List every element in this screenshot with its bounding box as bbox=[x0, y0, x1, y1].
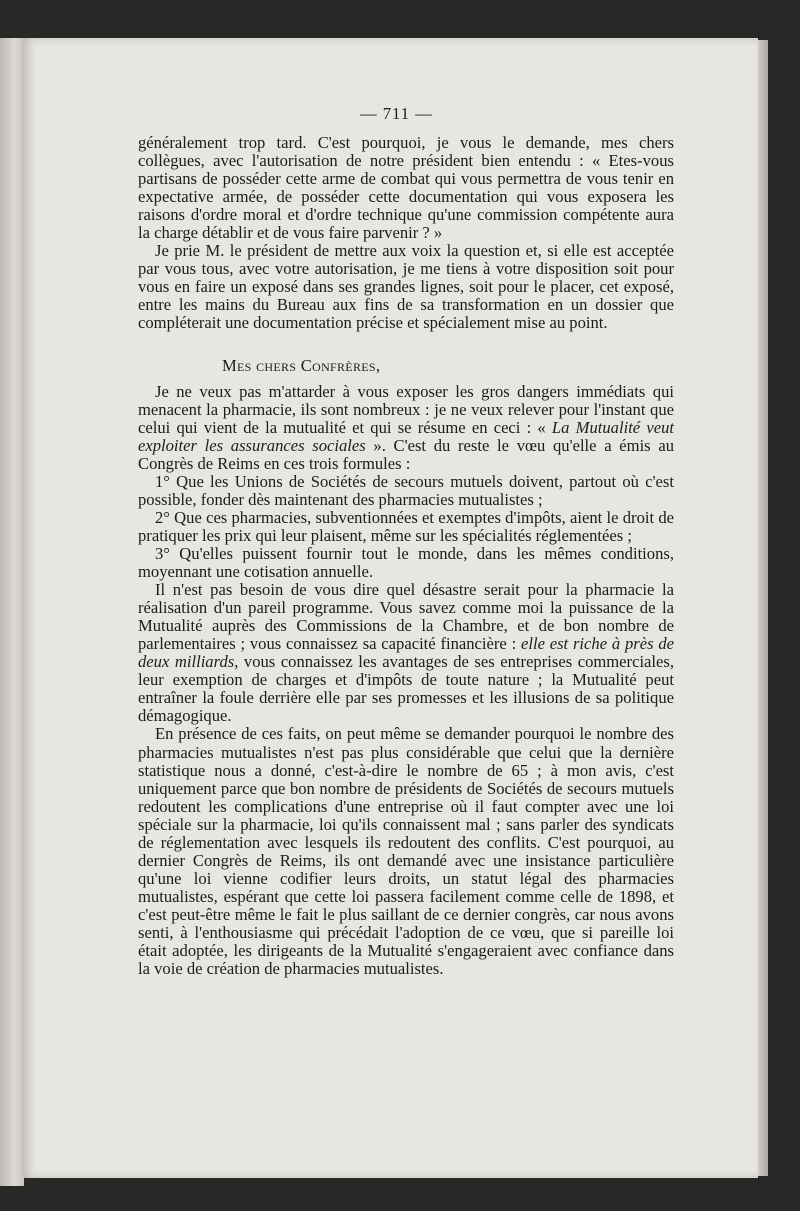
book-page bbox=[22, 38, 758, 1178]
paragraph-3 bbox=[138, 383, 674, 473]
paragraph-4 bbox=[138, 581, 674, 725]
paragraph-3-start: Je ne veux pas m'attarder à vous exposer les gros dangers immédiats qui menacent la pharmacie, ils sont nombreux : je ne veux relever pour l'instant que celui qui vient de la mutualité et qui se résume en ceci : « bbox=[138, 381, 674, 437]
list-item-1: 1° Que les Unions de Sociétés de secours mutuels doivent, partout où c'est possible, fonder dès maintenant des pharmacies mutualistes ; bbox=[138, 471, 674, 509]
paragraph-3-italic: La Mutualité veut exploiter les assurances sociales bbox=[138, 417, 675, 455]
paragraph-5: En présence de ces faits, on peut même se demander pourquoi le nombre des pharmacies mutualistes n'est pas plus considérable que celui que la dernière statistique nous a donné, c'est-à-dire le nombre de 65 ; à mon avis, c'est uniquement parce que bon nombre de présidents de Sociétés de secours mutuels redoutent les complications d'une entreprise où il faut compter avec une loi spéciale sur la pharmacie, loi qu'ils connaissent mal ; sans parler des syndicats de réglementation avec lesquels ils redoutent des conflits. C'est pourquoi, au dernier Congrès de Reims, ils ont demandé avec une insistance particulière qu'une loi vienne codifier leurs droits, un statut légal des pharmacies mutualistes, espérant que cette loi passera facilement comme celle de 1898, et c'est peut-être même le fait le plus saillant de ce dernier congrès, car nous avons senti, à l'enthousiasme qui précédait l'adoption de ce vœu, que si pareille loi était adoptée, les dirigeants de la Mutualité s'engageraient avec confiance dans la voie de création de pharmacies mutualistes. bbox=[138, 724, 674, 979]
paragraph-4-italic: elle est riche à près de deux milliards, bbox=[138, 634, 674, 672]
paragraph-2: Je prie M. le président de mettre aux voix la question et, si elle est acceptée par vous tous, avec votre autorisation, je me tiens à votre disposition soit pour vous en faire un exposé dans ses grandes lignes, soit pour le placer, cet exposé, entre les mains du Bureau aux fins de sa transformation en un dossier que compléterait une documentation précise et spécialement mise au point. bbox=[138, 241, 674, 333]
list-item-2: 2° Que ces pharmacies, subventionnées et exemptes d'impôts, aient le droit de pratiquer les prix qui leur plaisent, même sur les spécialités réglementées ; bbox=[138, 507, 674, 545]
paragraph-3-end: ». C'est du reste le vœu qu'elle a émis au Congrès de Reims en ces trois formules : bbox=[138, 435, 674, 473]
paragraph-1: généralement trop tard. C'est pourquoi, je vous le demande, mes chers collègues, avec l'autorisation de notre président bien entendu : « Etes-vous partisans de posséder cette arme de combat qui vous permettra de vous tenir en expectative armée, de posséder cette documentation qui vous exposera les raisons d'ordre moral et d'ordre technique qu'une commission compétente aura la charge détablir et de vous faire parvenir ? » bbox=[138, 133, 674, 243]
page-edge bbox=[758, 40, 768, 1176]
section-heading: Mes chers Confrères, bbox=[222, 355, 381, 375]
page-body bbox=[138, 134, 674, 978]
list-item-3: 3° Qu'elles puissent fournir tout le monde, dans les mêmes conditions, moyennant une cotisation annuelle. bbox=[138, 543, 674, 582]
paragraph-4-end: vous connaissez les avantages de ses entreprises commerciales, leur exemption de charges et d'impôts de toute nature ; la Mutualité peut entraîner la foule derrière elle par ses promesses et les illusions de sa politique démagogique. bbox=[138, 652, 674, 726]
page-number: — 711 — bbox=[360, 104, 433, 123]
previous-page-edge bbox=[0, 38, 24, 1186]
paragraph-4-start: Il n'est pas besoin de vous dire quel désastre serait pour la pharmacie la réalisation d'un pareil programme. Vous savez comme moi la puissance de la Mutualité auprès des Commissions de la Chambre, et de bon nombre de parlementaires ; vous connaissez sa capacité financière : bbox=[138, 580, 674, 654]
